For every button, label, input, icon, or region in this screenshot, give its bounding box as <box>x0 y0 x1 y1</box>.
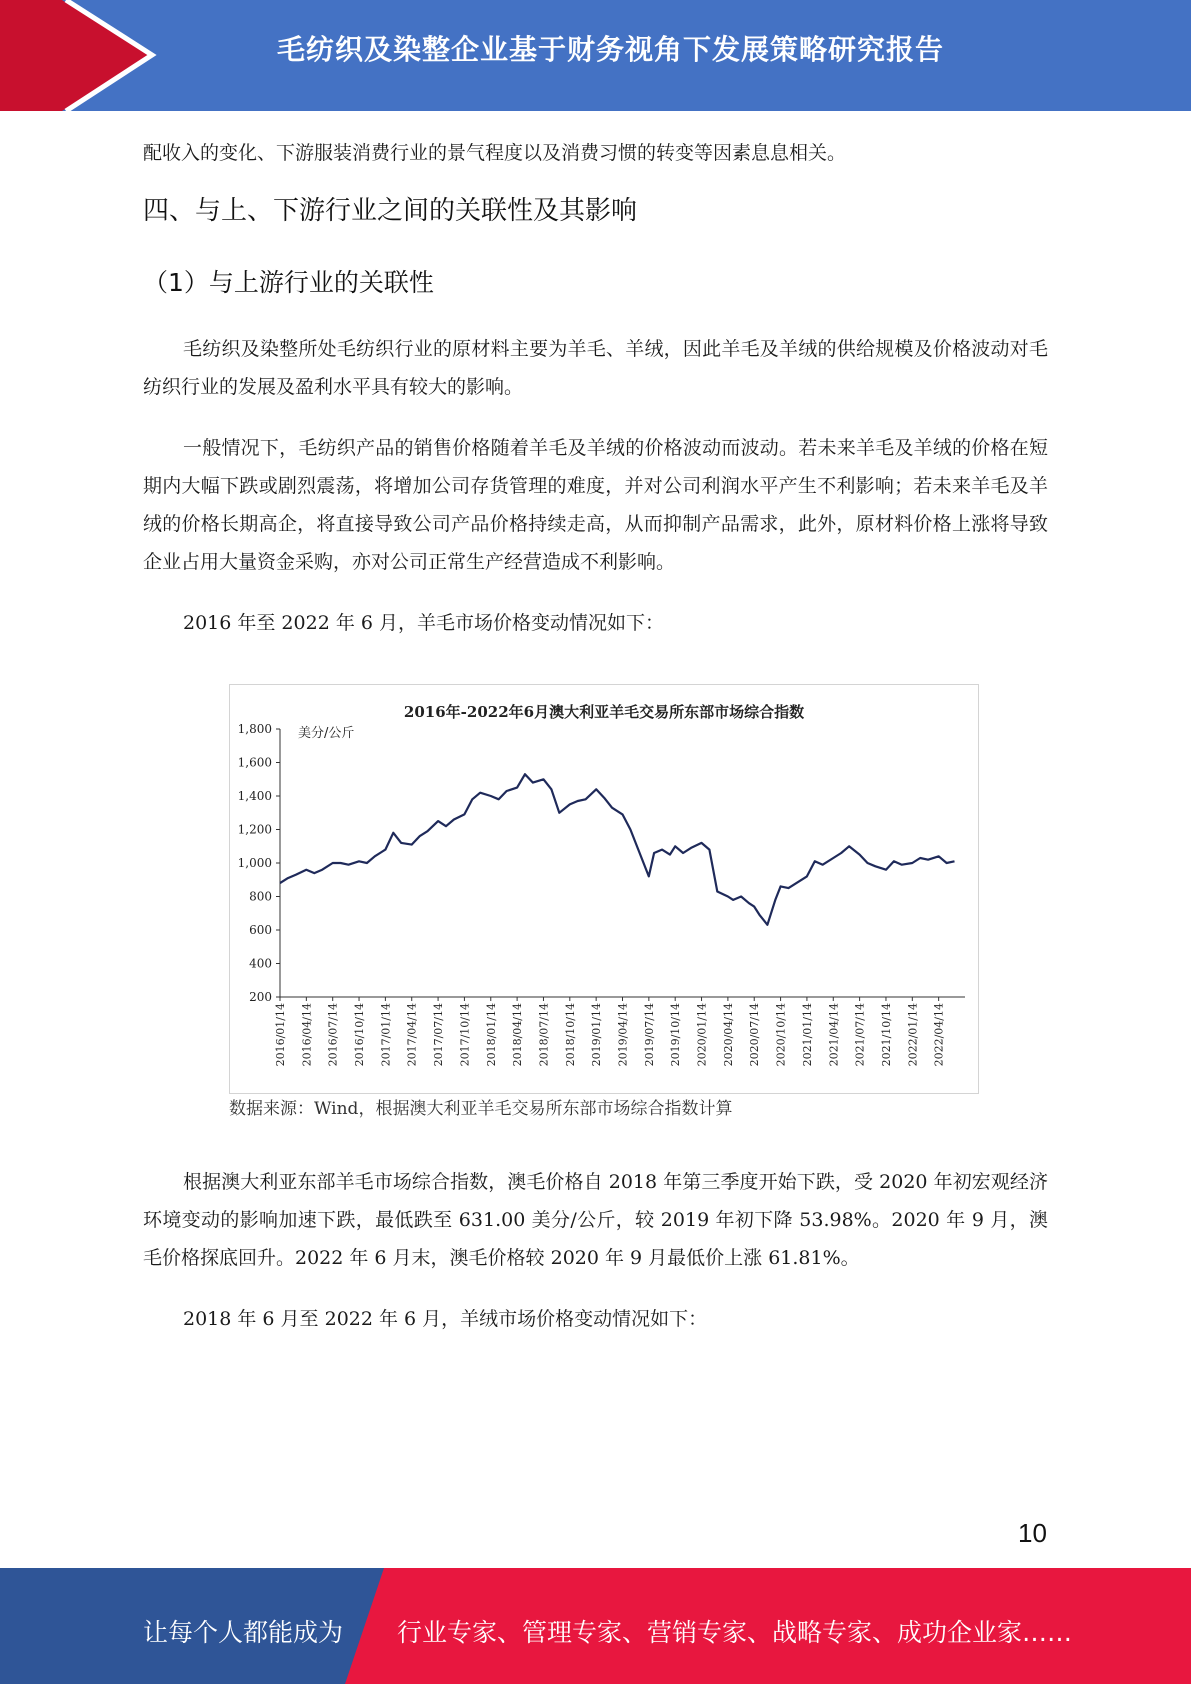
chart-y-tick-label: 600 <box>249 923 272 937</box>
chart-y-tick-label: 1,800 <box>237 722 272 736</box>
chart-y-tick-label: 400 <box>249 956 272 971</box>
chart-x-tick-label: 2017/07/14 <box>432 1003 446 1067</box>
chart-x-tick-label: 2022/01/14 <box>906 1003 920 1067</box>
chart-y-tick-label: 1,200 <box>237 822 272 837</box>
footer-slogan-left: 让每个人都能成为 <box>143 1618 344 1647</box>
chart-x-tick-label: 2020/07/14 <box>748 1003 762 1067</box>
chart-y-unit-label: 美分/公斤 <box>298 726 355 741</box>
chart-x-tick-label: 2021/01/14 <box>800 1003 814 1067</box>
subsection-heading: （1）与上游行业的关联性 <box>143 268 434 297</box>
chart-x-ticks <box>274 997 946 1066</box>
chart-x-tick-label: 2020/04/14 <box>721 1003 735 1067</box>
chart-x-tick-label: 2021/07/14 <box>853 1003 867 1067</box>
chart-series-line <box>280 774 955 925</box>
chart-x-tick-label: 2016/04/14 <box>300 1003 314 1067</box>
chart-y-ticks <box>238 722 280 1004</box>
chart-x-tick-label: 2018/07/14 <box>537 1003 551 1067</box>
chart-x-tick-label: 2021/04/14 <box>827 1003 841 1067</box>
header-red-chevron <box>0 0 148 111</box>
wool-price-chart-svg <box>230 685 978 1093</box>
chart-y-tick-label: 800 <box>249 889 272 904</box>
chart-x-tick-label: 2018/04/14 <box>511 1003 525 1067</box>
paragraph-wool-intro: 2016 年至 2022 年 6 月，羊毛市场价格变动情况如下： <box>183 612 664 634</box>
chart-title: 2016年-2022年6月澳大利亚羊毛交易所东部市场综合指数 <box>403 703 805 721</box>
chart-x-tick-label: 2016/01/14 <box>274 1003 287 1067</box>
chart-x-tick-label: 2018/10/14 <box>563 1003 577 1067</box>
paragraph-cashmere-intro: 2018 年 6 月至 2022 年 6 月，羊绒市场价格变动情况如下： <box>183 1308 708 1330</box>
paragraph-continuation: 配收入的变化、下游服装消费行业的景气程度以及消费习惯的转变等因素息息相关。 <box>143 142 847 164</box>
chart-x-tick-label: 2019/07/14 <box>642 1003 656 1067</box>
chart-y-tick-label: 1,600 <box>237 755 272 770</box>
chart-x-tick-label: 2019/01/14 <box>590 1003 604 1067</box>
chart-x-tick-label: 2022/04/14 <box>932 1003 946 1067</box>
chart-x-tick-label: 2017/10/14 <box>458 1003 472 1067</box>
wool-price-chart <box>229 684 979 1094</box>
page-footer <box>0 1568 1191 1684</box>
chart-x-tick-label: 2016/07/14 <box>326 1003 340 1067</box>
chart-x-tick-label: 2019/04/14 <box>616 1003 630 1067</box>
paragraph-price-impact: 一般情况下，毛纺织产品的销售价格随着羊毛及羊绒的价格波动而波动。若未来羊毛及羊绒的价格在短期内大幅下跌或剧烈震荡，将增加公司存货管理的难度，并对公司利润水平产生不利影响；若未来羊毛及羊绒的价格长期高企，将直接导致公司产品价格持续走高，从而抑制产品需求，此外，原材料价格上涨将导致企业占用大量资金采购，亦对公司正常生产经营造成不利影响。 <box>143 437 1048 573</box>
chart-x-tick-label: 2018/01/14 <box>484 1003 498 1067</box>
chart-y-tick-label: 1,000 <box>237 856 272 870</box>
chart-x-tick-label: 2019/10/14 <box>669 1003 683 1067</box>
chart-x-tick-label: 2016/10/14 <box>353 1003 367 1067</box>
page-header <box>0 0 1191 111</box>
paragraph-wool-analysis: 根据澳大利亚东部羊毛市场综合指数，澳毛价格自 2018 年第三季度开始下跌，受 2020 年初宏观经济环境变动的影响加速下跌，最低跌至 631.00 美分/公斤，较 2019 年初下降 53.98%。2020 年 9 月，澳毛价格探底回升。2022 年 6 月末，澳毛价格较 2020 年 9 月最低价上涨 61.81%。 <box>143 1171 1048 1269</box>
footer-slogan-right: 行业专家、管理专家、营销专家、战略专家、成功企业家…… <box>397 1618 1073 1647</box>
page-number: 10 <box>1018 1518 1047 1548</box>
chart-axes <box>280 729 965 997</box>
chart-x-tick-label: 2020/10/14 <box>774 1003 788 1067</box>
chart-source-note: 数据来源：Wind，根据澳大利亚羊毛交易所东部市场综合指数计算 <box>229 1099 733 1119</box>
chart-y-tick-label: 200 <box>249 990 272 1004</box>
chart-y-tick-label: 1,400 <box>237 789 272 803</box>
header-title: 毛纺织及染整企业基于财务视角下发展策略研究报告 <box>276 33 944 66</box>
chart-x-tick-label: 2020/01/14 <box>695 1003 709 1067</box>
chart-x-tick-label: 2017/01/14 <box>379 1003 393 1067</box>
header-arrow-decoration <box>0 0 160 111</box>
paragraph-upstream-materials: 毛纺织及染整所处毛纺织行业的原材料主要为羊毛、羊绒，因此羊毛及羊绒的供给规模及价格波动对毛纺织行业的发展及盈利水平具有较大的影响。 <box>143 338 1048 398</box>
chart-x-tick-label: 2017/04/14 <box>405 1003 419 1067</box>
chart-x-tick-label: 2021/10/14 <box>879 1003 893 1067</box>
section-heading: 四、与上、下游行业之间的关联性及其影响 <box>143 196 638 226</box>
